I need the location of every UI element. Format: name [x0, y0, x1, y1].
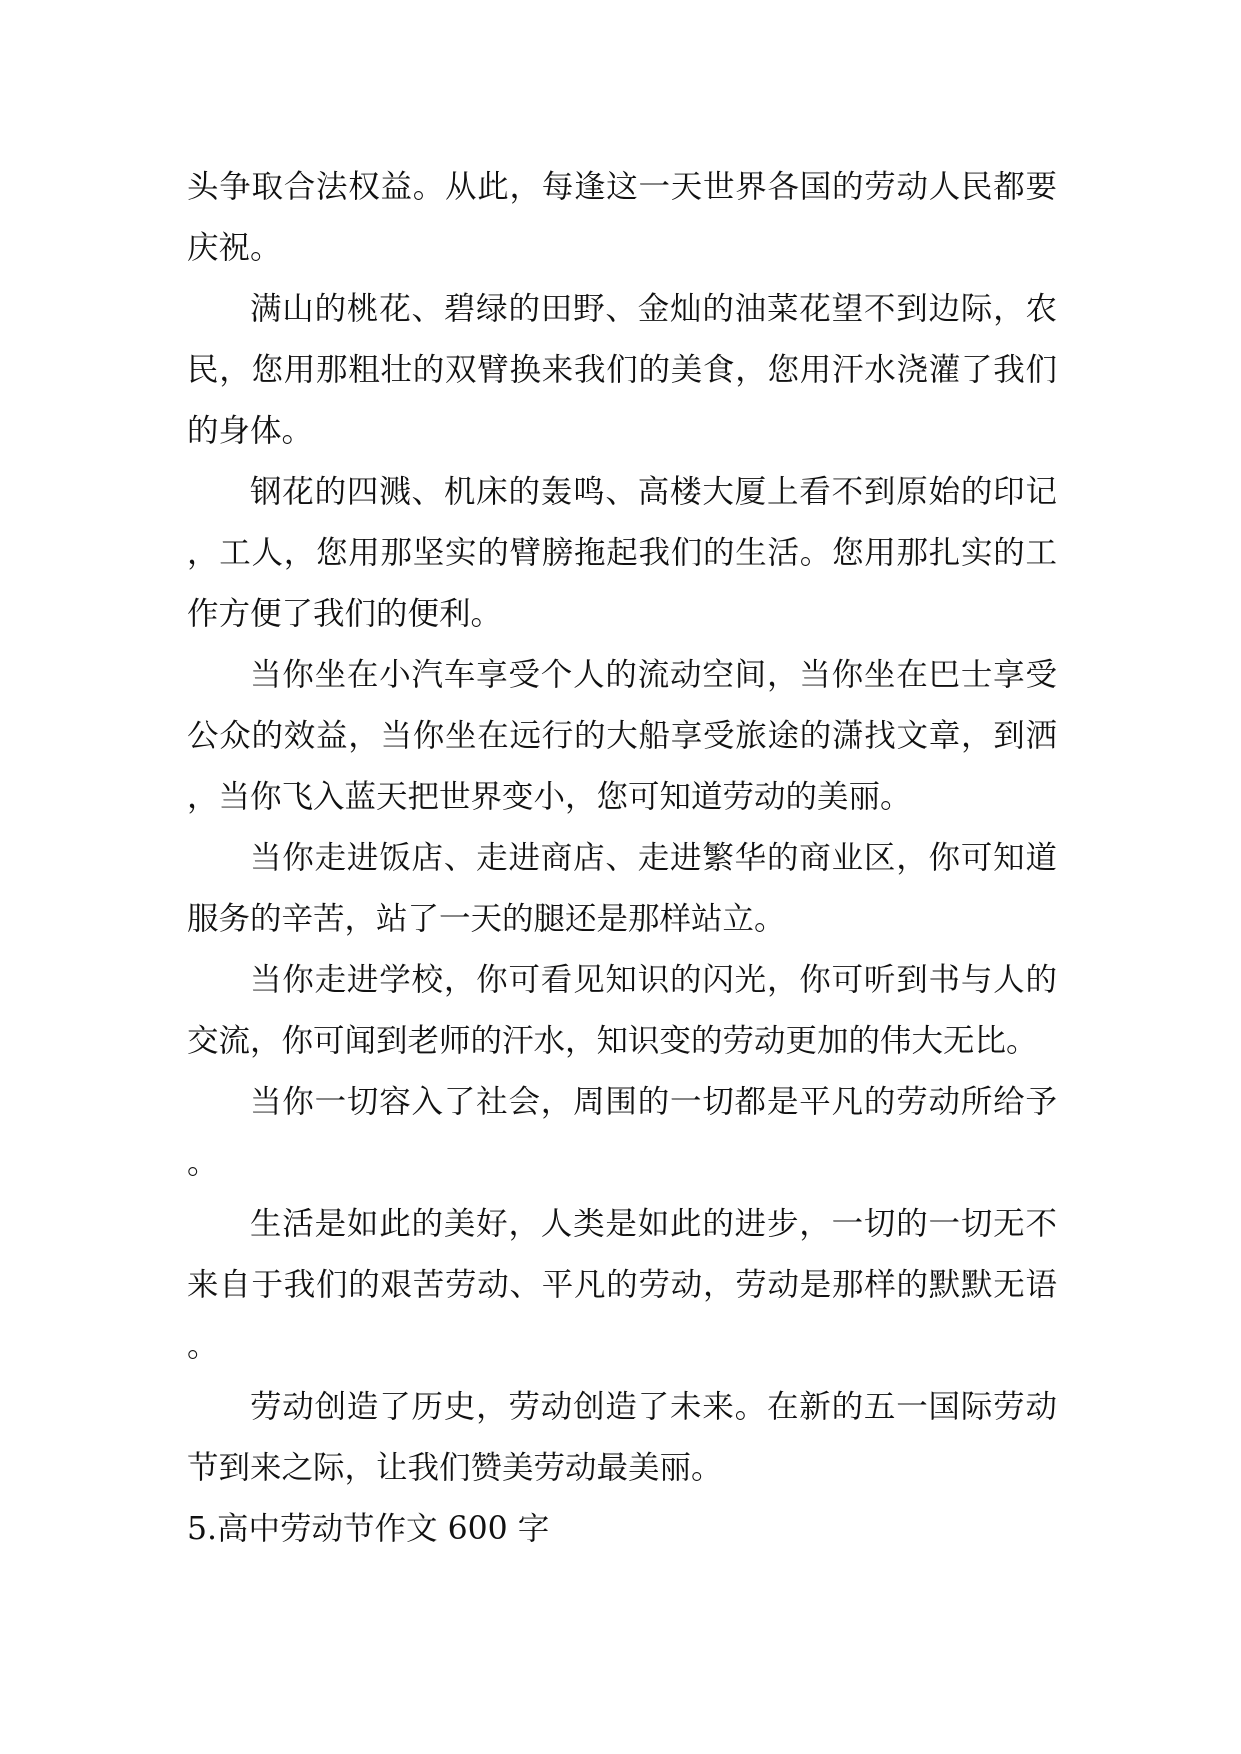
- document-body: [187, 157, 1057, 1560]
- paragraph: 劳动创造了历史，劳动创造了未来。在新的五一国际劳动节到来之际，让我们赞美劳动最美丽。: [187, 1389, 1057, 1486]
- paragraph: 头争取合法权益。从此，每逢这一天世界各国的劳动人民都要庆祝。: [187, 169, 1057, 266]
- section-heading: 5.高中劳动节作文 600 字: [187, 1511, 550, 1547]
- paragraph: 当你走进学校，你可看见知识的闪光，你可听到书与人的交流，你可闻到老师的汗水，知识变的劳动更加的伟大无比。: [187, 962, 1057, 1059]
- paragraph: 当你一切容入了社会，周围的一切都是平凡的劳动所给予。: [187, 1084, 1057, 1181]
- paragraph: 钢花的四溅、机床的轰鸣、高楼大厦上看不到原始的印记，工人，您用那坚实的臂膀拖起我们的生活。您用那扎实的工作方便了我们的便利。: [187, 474, 1057, 632]
- paragraph: 当你走进饭店、走进商店、走进繁华的商业区，你可知道服务的辛苦，站了一天的腿还是那样站立。: [187, 840, 1057, 937]
- paragraph: 生活是如此的美好，人类是如此的进步，一切的一切无不来自于我们的艰苦劳动、平凡的劳动，劳动是那样的默默无语。: [187, 1206, 1057, 1364]
- paragraph: 满山的桃花、碧绿的田野、金灿的油菜花望不到边际，农民，您用那粗壮的双臂换来我们的美食，您用汗水浇灌了我们的身体。: [187, 291, 1057, 449]
- paragraph: 当你坐在小汽车享受个人的流动空间，当你坐在巴士享受公众的效益，当你坐在远行的大船享受旅途的潇找文章，到洒，当你飞入蓝天把世界变小，您可知道劳动的美丽。: [187, 657, 1057, 815]
